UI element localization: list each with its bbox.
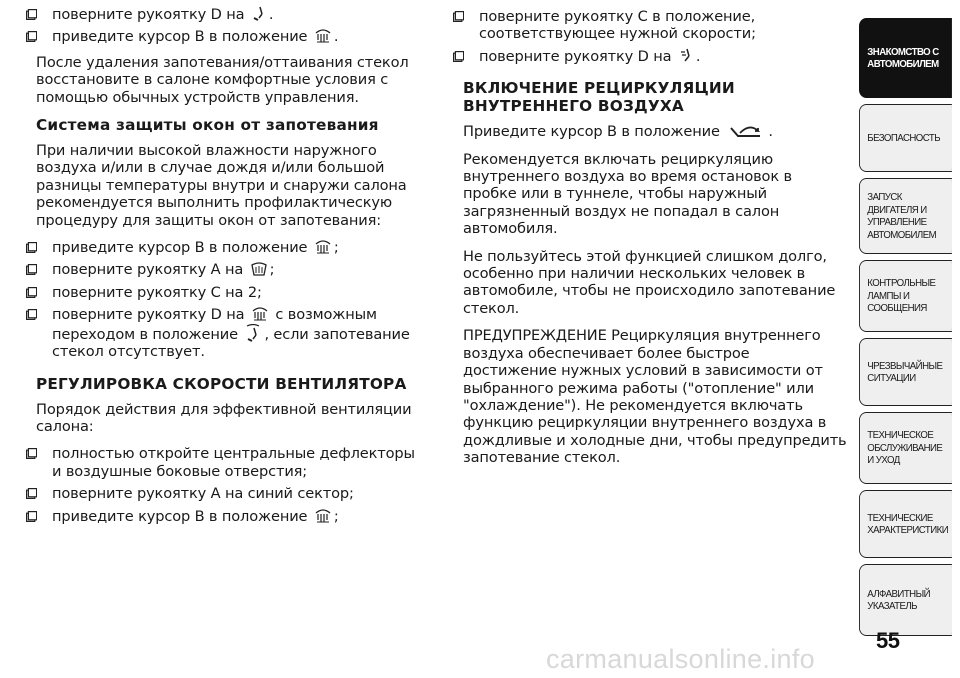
paragraph-text-end: . bbox=[768, 123, 773, 141]
list-item-text-middle: с возможным переходом в положение bbox=[52, 306, 377, 343]
tab-label: ТЕХНИЧЕСКИЕ ХАРАКТЕРИСТИКИ bbox=[867, 511, 949, 536]
right-column bbox=[463, 8, 847, 477]
tab-maintenance[interactable] bbox=[859, 412, 952, 484]
checkbox-bullet-icon bbox=[26, 242, 37, 253]
list-item bbox=[8, 6, 428, 23]
section-heading: ВКЛЮЧЕНИЕ РЕЦИРКУЛЯЦИИ ВНУТРЕННЕГО ВОЗДУХА bbox=[463, 79, 735, 116]
checkbox-bullet-icon bbox=[453, 11, 464, 22]
left-column bbox=[36, 6, 428, 530]
list-item-text: полностью откройте центральные дефлекторы и воздушные боковые отверстия; bbox=[52, 445, 415, 480]
paragraph bbox=[463, 123, 847, 140]
checkbox-bullet-icon bbox=[26, 309, 37, 320]
list-item bbox=[8, 284, 428, 301]
page-number: 55 bbox=[876, 628, 900, 653]
watermark: carmanualsonline.info bbox=[546, 644, 815, 674]
list-item-text: поверните рукоятку D на bbox=[52, 6, 245, 23]
checkbox-bullet-icon bbox=[26, 31, 37, 42]
recirculation-icon bbox=[728, 123, 764, 139]
checkbox-bullet-icon bbox=[26, 488, 37, 499]
list-item-text-end: ; bbox=[269, 261, 275, 279]
list-item-text: приведите курсор В в положение bbox=[52, 239, 308, 257]
feet-airflow-icon bbox=[251, 6, 267, 22]
defrost-icon bbox=[314, 239, 332, 255]
paragraph: Порядок действия для эффективной вентиляции салона: bbox=[36, 400, 412, 435]
list-item-text-end: ; bbox=[333, 239, 339, 257]
list-item-text: поверните рукоятку D на bbox=[479, 47, 672, 65]
list-item-text: поверните рукоятку С в положение, соответствующее нужной скорости; bbox=[479, 8, 756, 43]
checkbox-bullet-icon bbox=[26, 511, 37, 522]
tab-label: ТЕХНИЧЕСКОЕ ОБСЛУЖИВАНИЕ И УХОД bbox=[867, 429, 943, 467]
tab-label: ЧРЕЗВЫЧАЙНЫЕ СИТУАЦИИ bbox=[867, 359, 943, 384]
list-item bbox=[8, 28, 428, 45]
checkbox-bullet-icon bbox=[26, 448, 37, 459]
section-heading: РЕГУЛИРОВКА СКОРОСТИ ВЕНТИЛЯТОРА bbox=[36, 374, 407, 393]
list-item-text-end: . bbox=[695, 47, 701, 65]
checkbox-bullet-icon bbox=[453, 51, 464, 62]
tab-index[interactable] bbox=[859, 564, 952, 636]
list-item bbox=[8, 261, 428, 278]
list-item bbox=[8, 508, 428, 525]
tab-specifications[interactable] bbox=[859, 490, 952, 558]
paragraph: Рекомендуется включать рециркуляцию внутреннего воздуха во время остановок в пробке или в туннеле, чтобы наружный загрязненный воздух не попадал в салон автомобиля. bbox=[463, 150, 792, 238]
list-item-text-end: . bbox=[333, 28, 339, 46]
section-heading: Система защиты окон от запотевания bbox=[36, 116, 379, 135]
paragraph: После удаления запотевания/оттаивания стекол восстановите в салоне комфортные условия с помощью обычных устройств управления. bbox=[36, 53, 409, 106]
windshield-heat-icon bbox=[250, 261, 268, 277]
list-item bbox=[435, 8, 847, 43]
tab-warning-lights[interactable] bbox=[859, 260, 952, 332]
list-item bbox=[8, 445, 428, 480]
tab-label: КОНТРОЛЬНЫЕ ЛАМПЫ И СООБЩЕНИЯ bbox=[867, 277, 936, 315]
tab-label: ЗНАКОМСТВО С АВТОМОБИЛЕМ bbox=[867, 45, 939, 70]
tab-label: АЛФАВИТНЫЙ УКАЗАТЕЛЬ bbox=[867, 587, 930, 612]
face-airflow-icon bbox=[678, 48, 694, 64]
tab-label: ЗАПУСК ДВИГАТЕЛЯ И УПРАВЛЕНИЕ АВТОМОБИЛЕМ bbox=[867, 191, 937, 241]
list-item-text: поверните рукоятку D на bbox=[52, 306, 245, 324]
tab-starting-driving[interactable] bbox=[859, 178, 952, 254]
tab-label: БЕЗОПАСНОСТЬ bbox=[867, 131, 941, 144]
list-item bbox=[8, 485, 428, 502]
list-item bbox=[435, 48, 847, 65]
checkbox-bullet-icon bbox=[26, 264, 37, 275]
list-item bbox=[8, 239, 428, 256]
paragraph: При наличии высокой влажности наружного воздуха и/или в случае дождя и/или большой разницы температуры внутри и снаружи салона рекомендуется выполнить профилактическую процедуру для защиты окон от запотевания: bbox=[36, 142, 407, 229]
warning-paragraph: ПРЕДУПРЕЖДЕНИЕ Рециркуляция внутреннего воздуха обеспечивает более быстрое достижение нужных условий в зависимости от выбранного режима работы ("отопление" или "охлаждение"). Не рекомендуется включать функцию рециркуляции внутреннего воздуха в дождливые и холодные дни, чтобы предупредить запотевание стекол. bbox=[463, 327, 847, 467]
list-item bbox=[8, 306, 428, 360]
list-item-text-end: , если запотевание стекол отсутствует. bbox=[52, 325, 410, 361]
defrost-icon bbox=[251, 306, 269, 322]
feet-windshield-airflow-icon bbox=[244, 324, 262, 342]
list-item-text: поверните рукоятку А на синий сектор; bbox=[52, 485, 354, 503]
tab-emergencies[interactable] bbox=[859, 338, 952, 406]
section-tabs bbox=[859, 18, 960, 642]
list-item-text-end: . bbox=[268, 6, 274, 23]
defrost-icon bbox=[314, 508, 332, 524]
defrost-icon bbox=[314, 28, 332, 44]
tab-safety[interactable] bbox=[859, 104, 952, 172]
list-item-text-end: ; bbox=[333, 507, 339, 525]
checkbox-bullet-icon bbox=[26, 9, 37, 20]
paragraph: Не пользуйтесь этой функцией слишком долго, особенно при наличии нескольких человек в автомобиле, чтобы не происходило запотевание стекол. bbox=[463, 247, 836, 317]
list-item-text: приведите курсор В в положение bbox=[52, 507, 308, 525]
checkbox-bullet-icon bbox=[26, 287, 37, 298]
list-item-text: поверните рукоятку С на 2; bbox=[52, 283, 262, 301]
paragraph-text: Приведите курсор В в положение bbox=[463, 123, 720, 141]
list-item-text: приведите курсор В в положение bbox=[52, 28, 308, 46]
tab-intro[interactable] bbox=[859, 18, 952, 98]
list-item-text: поверните рукоятку А на bbox=[52, 261, 244, 279]
